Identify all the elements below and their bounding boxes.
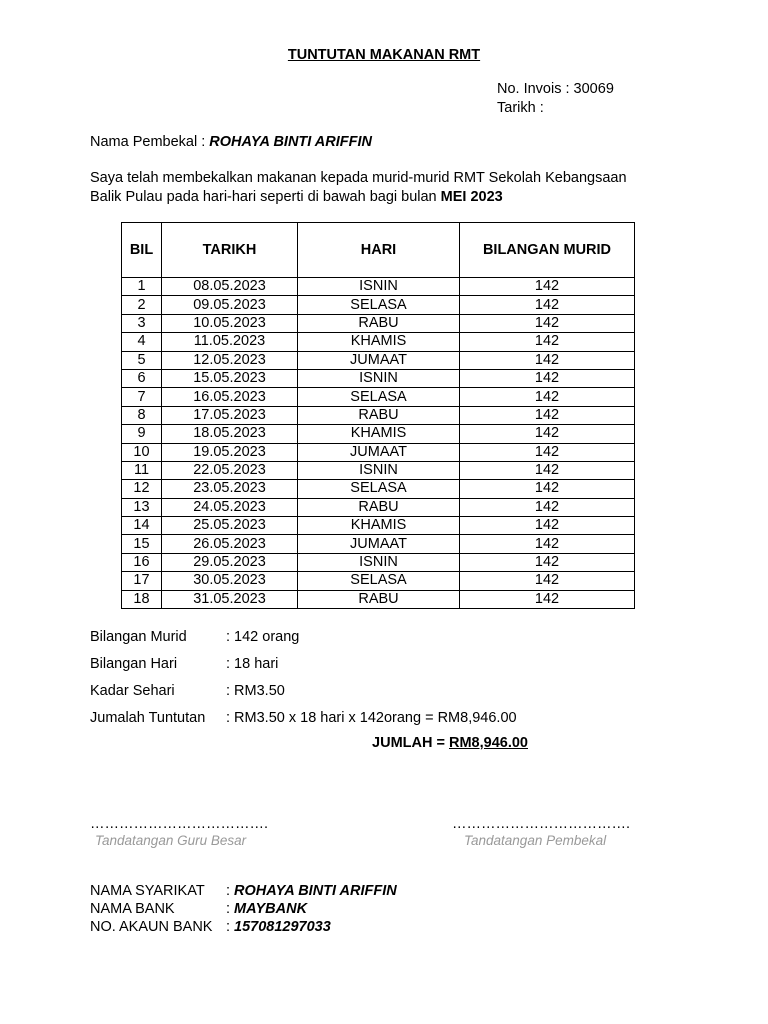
cell-hari: RABU bbox=[298, 406, 460, 424]
cell-bil: 15 bbox=[122, 535, 162, 553]
header-bilangan-murid: BILANGAN MURID bbox=[460, 223, 635, 278]
table-row bbox=[122, 425, 635, 443]
cell-bil: 11 bbox=[122, 461, 162, 479]
header-bil: BIL bbox=[122, 223, 162, 278]
cell-tarikh: 15.05.2023 bbox=[162, 369, 298, 387]
cell-tarikh: 11.05.2023 bbox=[162, 333, 298, 351]
bank-separator: : bbox=[226, 919, 231, 935]
supplier-line bbox=[90, 134, 372, 150]
cell-bilangan-murid: 142 bbox=[460, 572, 635, 590]
cell-bilangan-murid: 142 bbox=[460, 296, 635, 314]
cell-tarikh: 31.05.2023 bbox=[162, 590, 298, 608]
table-row bbox=[122, 369, 635, 387]
bank-label: NO. AKAUN BANK bbox=[90, 919, 213, 935]
cell-hari: SELASA bbox=[298, 388, 460, 406]
statement-paragraph bbox=[90, 169, 627, 206]
cell-hari: ISNIN bbox=[298, 369, 460, 387]
bank-label: NAMA BANK bbox=[90, 901, 175, 917]
cell-bil: 7 bbox=[122, 388, 162, 406]
cell-bilangan-murid: 142 bbox=[460, 278, 635, 296]
statement-text: Balik Pulau pada hari-hari seperti di bawah bagi bulan bbox=[90, 188, 441, 205]
cell-hari: JUMAAT bbox=[298, 535, 460, 553]
cell-hari: ISNIN bbox=[298, 461, 460, 479]
table-row bbox=[122, 406, 635, 424]
cell-hari: SELASA bbox=[298, 572, 460, 590]
cell-bilangan-murid: 142 bbox=[460, 369, 635, 387]
table-row bbox=[122, 535, 635, 553]
summary-value: : RM3.50 bbox=[226, 683, 285, 699]
cell-tarikh: 18.05.2023 bbox=[162, 425, 298, 443]
table-body bbox=[122, 278, 635, 609]
cell-hari: JUMAAT bbox=[298, 443, 460, 461]
invoice-date: Tarikh : bbox=[497, 99, 544, 116]
cell-bilangan-murid: 142 bbox=[460, 480, 635, 498]
cell-bil: 13 bbox=[122, 498, 162, 516]
summary-row bbox=[90, 710, 517, 726]
cell-bilangan-murid: 142 bbox=[460, 553, 635, 571]
summary-value: : RM3.50 x 18 hari x 142orang = RM8,946.00 bbox=[226, 710, 517, 726]
table-row bbox=[122, 351, 635, 369]
summary-label: Jumalah Tuntutan bbox=[90, 710, 206, 726]
table-row bbox=[122, 333, 635, 351]
summary-label: Bilangan Hari bbox=[90, 656, 178, 672]
total-amount: RM8,946.00 bbox=[449, 735, 528, 751]
cell-bilangan-murid: 142 bbox=[460, 517, 635, 535]
statement-line-1: Saya telah membekalkan makanan kepada murid-murid RMT Sekolah Kebangsaan bbox=[90, 170, 627, 186]
cell-hari: KHAMIS bbox=[298, 425, 460, 443]
summary-label: Bilangan Murid bbox=[90, 629, 187, 645]
cell-bilangan-murid: 142 bbox=[460, 590, 635, 608]
table-row bbox=[122, 443, 635, 461]
cell-bilangan-murid: 142 bbox=[460, 461, 635, 479]
table-row bbox=[122, 480, 635, 498]
bank-row bbox=[90, 919, 331, 935]
cell-tarikh: 08.05.2023 bbox=[162, 278, 298, 296]
cell-bil: 3 bbox=[122, 314, 162, 332]
cell-tarikh: 25.05.2023 bbox=[162, 517, 298, 535]
bank-value: MAYBANK bbox=[234, 901, 308, 917]
cell-bil: 6 bbox=[122, 369, 162, 387]
cell-tarikh: 30.05.2023 bbox=[162, 572, 298, 590]
cell-bilangan-murid: 142 bbox=[460, 333, 635, 351]
bank-label: NAMA SYARIKAT bbox=[90, 883, 205, 899]
supplier-label: Nama Pembekal : bbox=[90, 134, 210, 150]
cell-bilangan-murid: 142 bbox=[460, 498, 635, 516]
cell-bil: 1 bbox=[122, 278, 162, 296]
cell-tarikh: 10.05.2023 bbox=[162, 314, 298, 332]
cell-bilangan-murid: 142 bbox=[460, 535, 635, 553]
statement-line-2 bbox=[90, 188, 627, 207]
cell-tarikh: 09.05.2023 bbox=[162, 296, 298, 314]
cell-tarikh: 26.05.2023 bbox=[162, 535, 298, 553]
cell-hari: SELASA bbox=[298, 296, 460, 314]
cell-bil: 8 bbox=[122, 406, 162, 424]
cell-tarikh: 19.05.2023 bbox=[162, 443, 298, 461]
table-header-row bbox=[122, 223, 635, 278]
cell-bilangan-murid: 142 bbox=[460, 388, 635, 406]
cell-hari: SELASA bbox=[298, 480, 460, 498]
headmaster-signature-line: ………………………………. bbox=[90, 816, 269, 832]
total-line bbox=[0, 735, 528, 751]
table-row bbox=[122, 590, 635, 608]
summary-value: : 142 orang bbox=[226, 629, 300, 645]
table-row bbox=[122, 461, 635, 479]
bank-value: ROHAYA BINTI ARIFFIN bbox=[234, 883, 397, 899]
table-row bbox=[122, 517, 635, 535]
invoice-info bbox=[497, 80, 614, 117]
summary-row bbox=[90, 656, 278, 672]
cell-bilangan-murid: 142 bbox=[460, 443, 635, 461]
supplier-signature-caption: Tandatangan Pembekal bbox=[464, 833, 607, 848]
table-row bbox=[122, 296, 635, 314]
table-row bbox=[122, 572, 635, 590]
cell-hari: RABU bbox=[298, 498, 460, 516]
cell-hari: KHAMIS bbox=[298, 517, 460, 535]
cell-bil: 4 bbox=[122, 333, 162, 351]
cell-tarikh: 16.05.2023 bbox=[162, 388, 298, 406]
cell-bil: 18 bbox=[122, 590, 162, 608]
cell-bilangan-murid: 142 bbox=[460, 351, 635, 369]
table-row bbox=[122, 498, 635, 516]
meal-claim-table bbox=[121, 222, 635, 609]
cell-hari: ISNIN bbox=[298, 278, 460, 296]
supplier-signature-line: ………………………………. bbox=[452, 816, 631, 832]
bank-value: 157081297033 bbox=[234, 919, 331, 935]
cell-hari: RABU bbox=[298, 314, 460, 332]
header-tarikh: TARIKH bbox=[162, 223, 298, 278]
claim-month: MEI 2023 bbox=[440, 188, 503, 205]
table-row bbox=[122, 278, 635, 296]
bank-row bbox=[90, 883, 397, 899]
summary-row bbox=[90, 683, 285, 699]
cell-bil: 14 bbox=[122, 517, 162, 535]
cell-tarikh: 29.05.2023 bbox=[162, 553, 298, 571]
summary-row bbox=[90, 629, 299, 645]
cell-tarikh: 24.05.2023 bbox=[162, 498, 298, 516]
summary-value: : 18 hari bbox=[226, 656, 279, 672]
bank-row bbox=[90, 901, 307, 917]
bank-separator: : bbox=[226, 883, 231, 899]
cell-bil: 12 bbox=[122, 480, 162, 498]
cell-hari: RABU bbox=[298, 590, 460, 608]
total-label: JUMLAH = bbox=[372, 735, 449, 751]
cell-hari: KHAMIS bbox=[298, 333, 460, 351]
table-row bbox=[122, 553, 635, 571]
cell-bil: 2 bbox=[122, 296, 162, 314]
summary-label: Kadar Sehari bbox=[90, 683, 175, 699]
cell-tarikh: 12.05.2023 bbox=[162, 351, 298, 369]
cell-bil: 10 bbox=[122, 443, 162, 461]
table-row bbox=[122, 388, 635, 406]
cell-bil: 16 bbox=[122, 553, 162, 571]
cell-bilangan-murid: 142 bbox=[460, 314, 635, 332]
table-row bbox=[122, 314, 635, 332]
cell-hari: JUMAAT bbox=[298, 351, 460, 369]
cell-bilangan-murid: 142 bbox=[460, 425, 635, 443]
cell-bil: 9 bbox=[122, 425, 162, 443]
headmaster-signature-caption: Tandatangan Guru Besar bbox=[95, 833, 247, 848]
supplier-name: ROHAYA BINTI ARIFFIN bbox=[209, 134, 372, 150]
cell-tarikh: 23.05.2023 bbox=[162, 480, 298, 498]
cell-bilangan-murid: 142 bbox=[460, 406, 635, 424]
cell-tarikh: 22.05.2023 bbox=[162, 461, 298, 479]
bank-separator: : bbox=[226, 901, 231, 917]
cell-bil: 5 bbox=[122, 351, 162, 369]
cell-tarikh: 17.05.2023 bbox=[162, 406, 298, 424]
cell-hari: ISNIN bbox=[298, 553, 460, 571]
document-title: TUNTUTAN MAKANAN RMT bbox=[287, 47, 481, 63]
invoice-number: No. Invois : 30069 bbox=[497, 81, 614, 97]
header-hari: HARI bbox=[298, 223, 460, 278]
cell-bil: 17 bbox=[122, 572, 162, 590]
